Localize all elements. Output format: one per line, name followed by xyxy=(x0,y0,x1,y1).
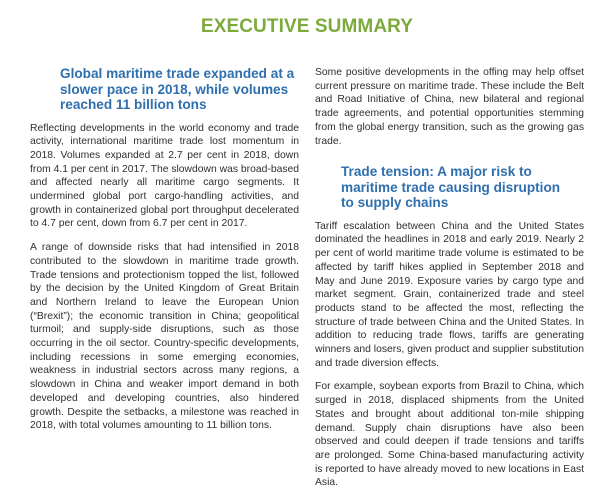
paragraph: For example, soybean exports from Brazil to China, which surged in 2018, displaced shipments from the United States and brought about additional ton-mile shipping demand. Supply chain disruptions have also been observed and could deepen if trade tensions and tariffs are prolonged. Some China-based manufacturing activity is reported to have already moved to new locations in East Asia. xyxy=(315,381,584,489)
right-column xyxy=(315,66,584,490)
section-heading-trade-tension: Trade tension: A major risk to maritime trade causing disruption to supply chains xyxy=(341,164,561,211)
paragraph: Tariff escalation between China and the United States dominated the headlines in 2018 and early 2019. Nearly 2 per cent of world maritime trade volume is estimated to be affected by tariff hikes applied in September 2018 and May and June 2019. Exposure varies by cargo type and market segment. Grain, containerized trade and steel products stand to be affected the most, reflecting the structure of trade between China and the United States. In addition to reducing trade flows, tariffs are generating winners and losers, given product and supplier substitution and trade diversion effects. xyxy=(315,220,584,369)
paragraph: Some positive developments in the offing may help offset current pressure on maritime trade. These include the Belt and Road Initiative of China, new bilateral and regional trade agreements, and potential opportunities stemming from the global energy transition, such as the growing gas trade. xyxy=(315,67,584,147)
paragraph: A range of downside risks that had intensified in 2018 contributed to the slowdown in maritime trade growth. Trade tensions and protectionism topped the list, followed by the decision by the United Kingdom of Great Britain and Northern Ireland to leave the European Union (“Brexit”); the economic transition in China; geopolitical turmoil; and supply-side disruptions, such as those occurring in the oil sector. Country-specific developments, including recessions in some emerging economies, weakness in industrial sectors across many regions, a slowdown in China and weaker import demand in both developed and developing countries, also hindered growth. Despite the setbacks, a milestone was reached in 2018, with total volumes amounting to 11 billion tons. xyxy=(30,242,299,432)
section-heading-maritime-trade: Global maritime trade expanded at a slower pace in 2018, while volumes reached 11 billion tons xyxy=(60,66,295,112)
page-title: EXECUTIVE SUMMARY xyxy=(200,16,414,37)
left-column xyxy=(30,66,299,433)
paragraph: Reflecting developments in the world economy and trade activity, international maritime trade lost momentum in 2018. Volumes expanded at 2.7 per cent in 2018, down from 4.1 per cent in 2017. The slowdown was broad-based and affected nearly all maritime cargo segments. It undermined global port cargo-handling activities, and growth in containerized global port throughput decelerated to 4.7 per cent, down from 6.7 per cent in 2017. xyxy=(30,122,299,230)
